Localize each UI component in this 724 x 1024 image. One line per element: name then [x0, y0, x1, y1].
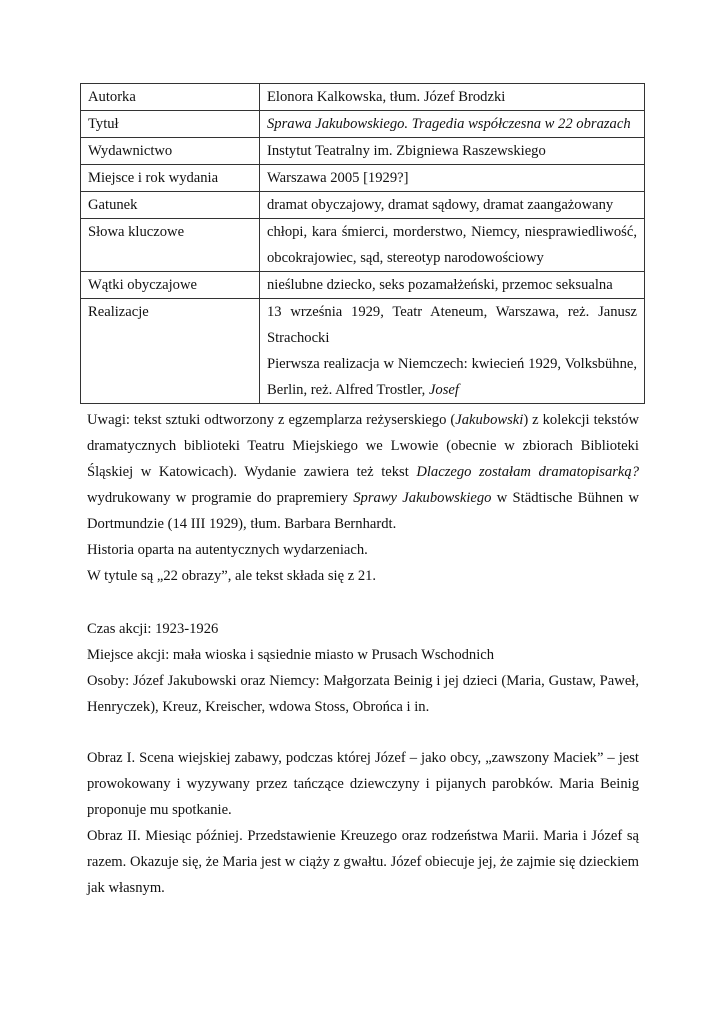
table-row — [81, 272, 645, 299]
row-key: Tytuł — [81, 111, 260, 138]
text-run: ) z kolekcji tekstów dramatycznych biblioteki Teatru Miejskiego we Lwowie (obecnie w zbiorach Biblioteki Śląskiej w Katowicach). Wydanie zawiera też tekst — [87, 412, 639, 480]
place-line: Miejsce akcji: mała wioska i sąsiednie miasto w Prusach Wschodnich — [87, 647, 495, 663]
text-run: Uwagi: tekst sztuki odtworzony z egzemplarza reżyserskiego ( — [87, 412, 456, 428]
italic-run: Jakubowski — [455, 412, 524, 428]
row-key: Gatunek — [81, 192, 260, 219]
notes-section — [87, 407, 639, 589]
row-key: Miejsce i rok wydania — [81, 165, 260, 192]
row-key: Autorka — [81, 84, 260, 111]
notes-line: Historia oparta na autentycznych wydarzeniach. — [87, 542, 368, 558]
row-key: Wydawnictwo — [81, 138, 260, 165]
row-value: Warszawa 2005 [1929?] — [260, 165, 645, 192]
table-row — [81, 299, 645, 404]
metadata-table — [80, 83, 645, 404]
notes-line: W tytule są „22 obrazy”, ale tekst składa się z 21. — [87, 568, 377, 584]
table-row — [81, 192, 645, 219]
realization-second — [267, 351, 637, 403]
italic-run: Sprawy Jakubowskiego — [353, 490, 492, 506]
realization-second-title: Josef — [428, 382, 459, 398]
text-run: wydrukowany w programie do prapremiery — [87, 490, 354, 506]
row-value — [260, 111, 645, 138]
row-value: chłopi, kara śmierci, morderstwo, Niemcy, niesprawiedliwość, obcokrajowiec, sąd, stereotyp narodowościowy — [260, 219, 645, 272]
row-value: dramat obyczajowy, dramat sądowy, dramat zaangażowany — [260, 192, 645, 219]
title-italic: Sprawa Jakubowskiego. Tragedia współczesna w 22 obrazach — [267, 116, 631, 132]
scene-paragraph: Obraz I. Scena wiejskiej zabawy, podczas której Józef – jako obcy, „zawszony Maciek” – jest prowokowany i wyzywany przez tańczące dziewczyny i pijanych parobków. Maria Beinig proponuje mu spotkanie. — [87, 750, 639, 818]
time-line: Czas akcji: 1923-1926 — [87, 621, 219, 637]
realization-first: 13 września 1929, Teatr Ateneum, Warszawa, reż. Janusz Strachocki — [267, 304, 637, 346]
persons-line: Osoby: Józef Jakubowski oraz Niemcy: Małgorzata Beinig i jej dzieci (Maria, Gustaw, Paweł, Henryczek), Kreuz, Kreischer, wdowa Stoss, Obrońca i in. — [87, 673, 639, 715]
row-value — [260, 299, 645, 404]
realization-second-text: Pierwsza realizacja w Niemczech: kwiecień 1929, Volksbühne, Berlin, reż. Alfred Trostler, — [267, 356, 637, 398]
table-row — [81, 111, 645, 138]
row-key: Realizacje — [81, 299, 260, 404]
scenes-section — [87, 745, 639, 901]
table-row — [81, 219, 645, 272]
text-run: w Städtische Bühnen w Dortmundzie (14 III 1929), tłum. Barbara Bernhardt. — [87, 490, 640, 532]
setting-section — [87, 616, 639, 720]
row-key: Wątki obyczajowe — [81, 272, 260, 299]
table-row — [81, 165, 645, 192]
table-row — [81, 84, 645, 111]
row-value: nieślubne dziecko, seks pozamałżeński, przemoc seksualna — [260, 272, 645, 299]
scene-paragraph: Obraz II. Miesiąc później. Przedstawienie Kreuzego oraz rodzeństwa Marii. Maria i Józef są razem. Okazuje się, że Maria jest w ciąży z gwałtu. Józef obiecuje jej, że zajmie się dzieckiem jak własnym. — [87, 828, 639, 896]
table-row — [81, 138, 645, 165]
italic-run: Dlaczego zostałam dramatopisarką? — [416, 464, 639, 480]
row-key: Słowa kluczowe — [81, 219, 260, 272]
notes-paragraph — [87, 407, 639, 537]
row-value: Instytut Teatralny im. Zbigniewa Raszewskiego — [260, 138, 645, 165]
row-value: Elonora Kalkowska, tłum. Józef Brodzki — [260, 84, 645, 111]
